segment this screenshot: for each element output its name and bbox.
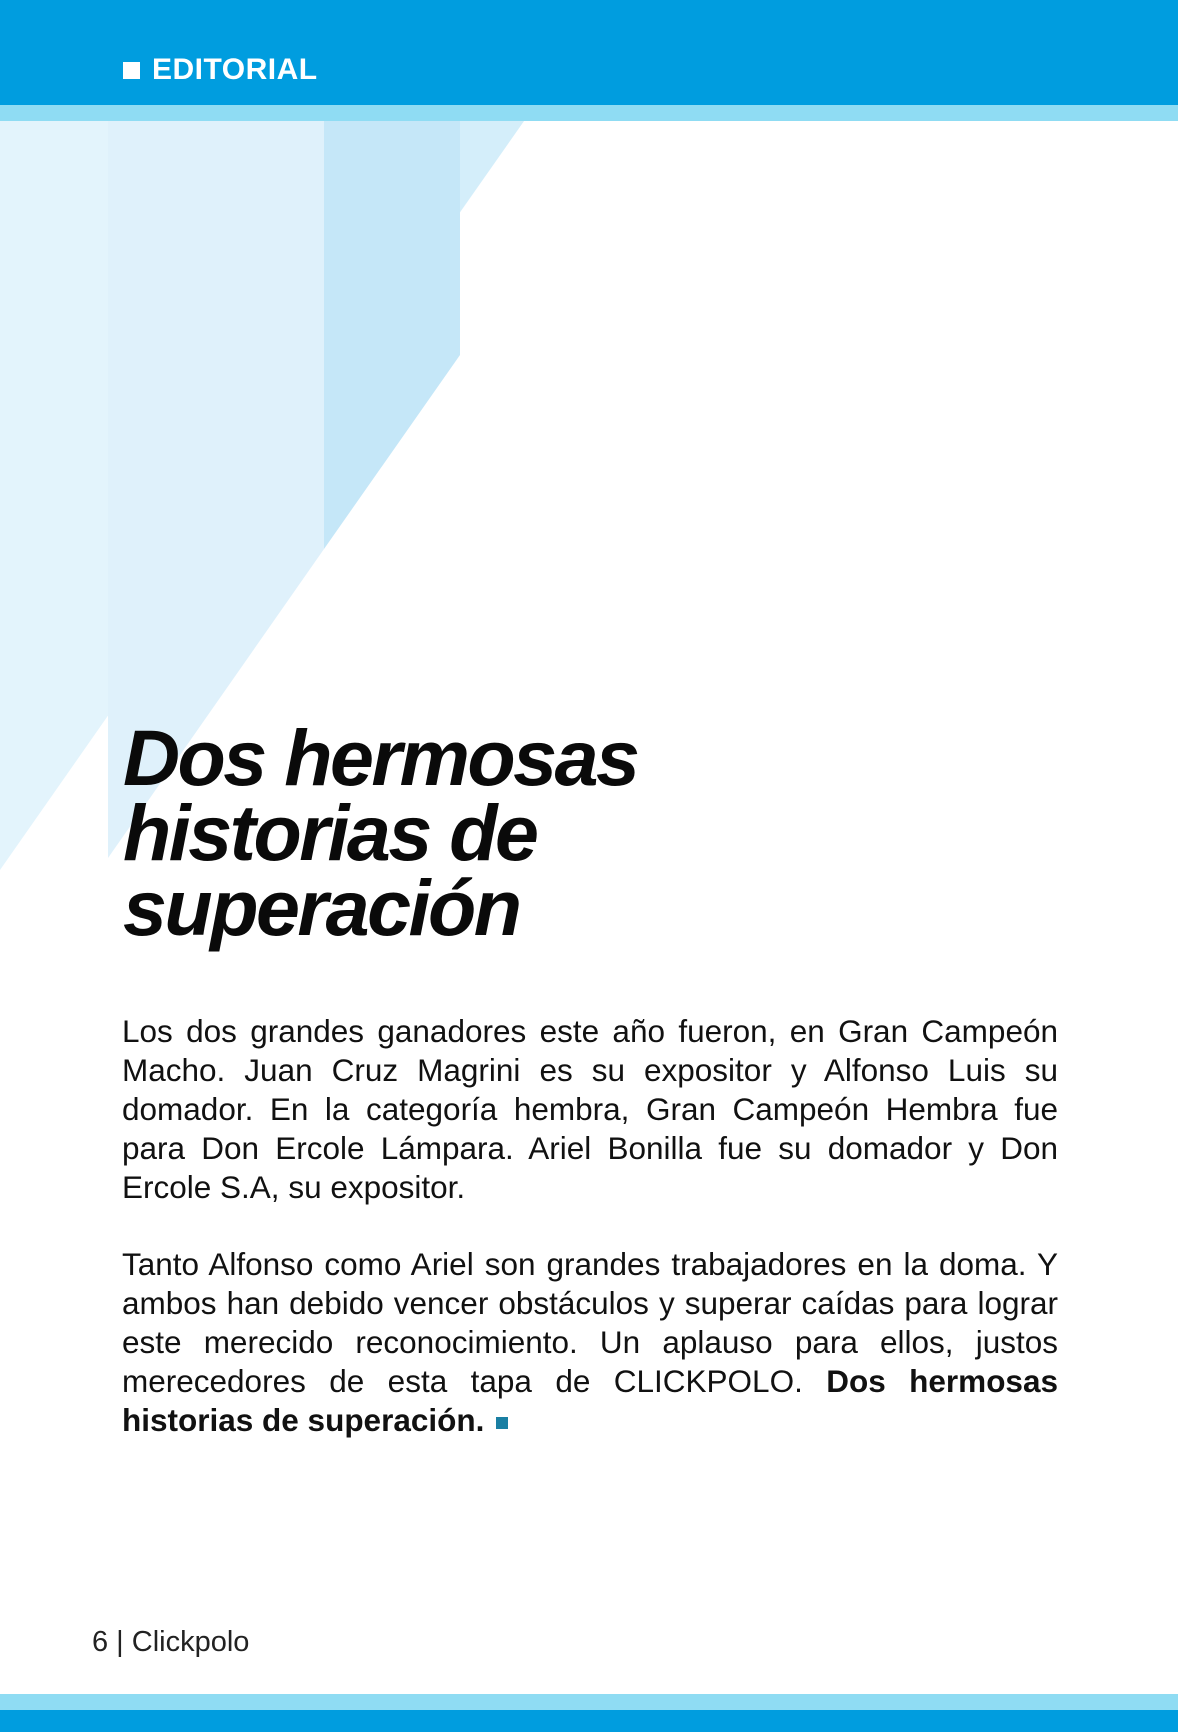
article-headline: [123, 713, 763, 952]
section-label-text: EDITORIAL: [152, 53, 318, 86]
header-stripe: [0, 105, 1178, 121]
article-paragraph-2: [122, 1245, 1058, 1440]
footer-stripe: [0, 1694, 1178, 1710]
article-paragraph-1: Los dos grandes ganadores este año fueron, en Gran Campeón Macho. Juan Cruz Magrini es su expositor y Alfonso Luis su domador. En la categoría hembra, Gran Campeón Hembra fue para Don Ercole Lámpara. Ariel Bonilla fue su domador y Don Ercole S.A, su expositor.: [122, 1013, 1058, 1205]
headline-line: Dos hermosas: [123, 713, 638, 802]
header-bar: [0, 0, 1178, 105]
closing-emphasis: Dos hermosas historias de superación.: [122, 1363, 1058, 1438]
headline-line: superación: [123, 863, 520, 952]
paragraph-2-text: Tanto Alfonso como Ariel son grandes trabajadores en la doma. Y ambos han debido vencer obstáculos y superar caídas para lograr este merecido reconocimiento. Un aplauso para ellos, justos merecedores de esta tapa de CLICKPOLO.: [122, 1246, 1058, 1399]
headline-line: historias de: [123, 788, 537, 877]
page-folio: 6 | Clickpolo: [92, 1626, 250, 1658]
end-of-article-square-icon: [496, 1417, 508, 1429]
footer-bar: [0, 1710, 1178, 1732]
section-label: [123, 50, 318, 90]
section-square-icon: [123, 62, 140, 79]
